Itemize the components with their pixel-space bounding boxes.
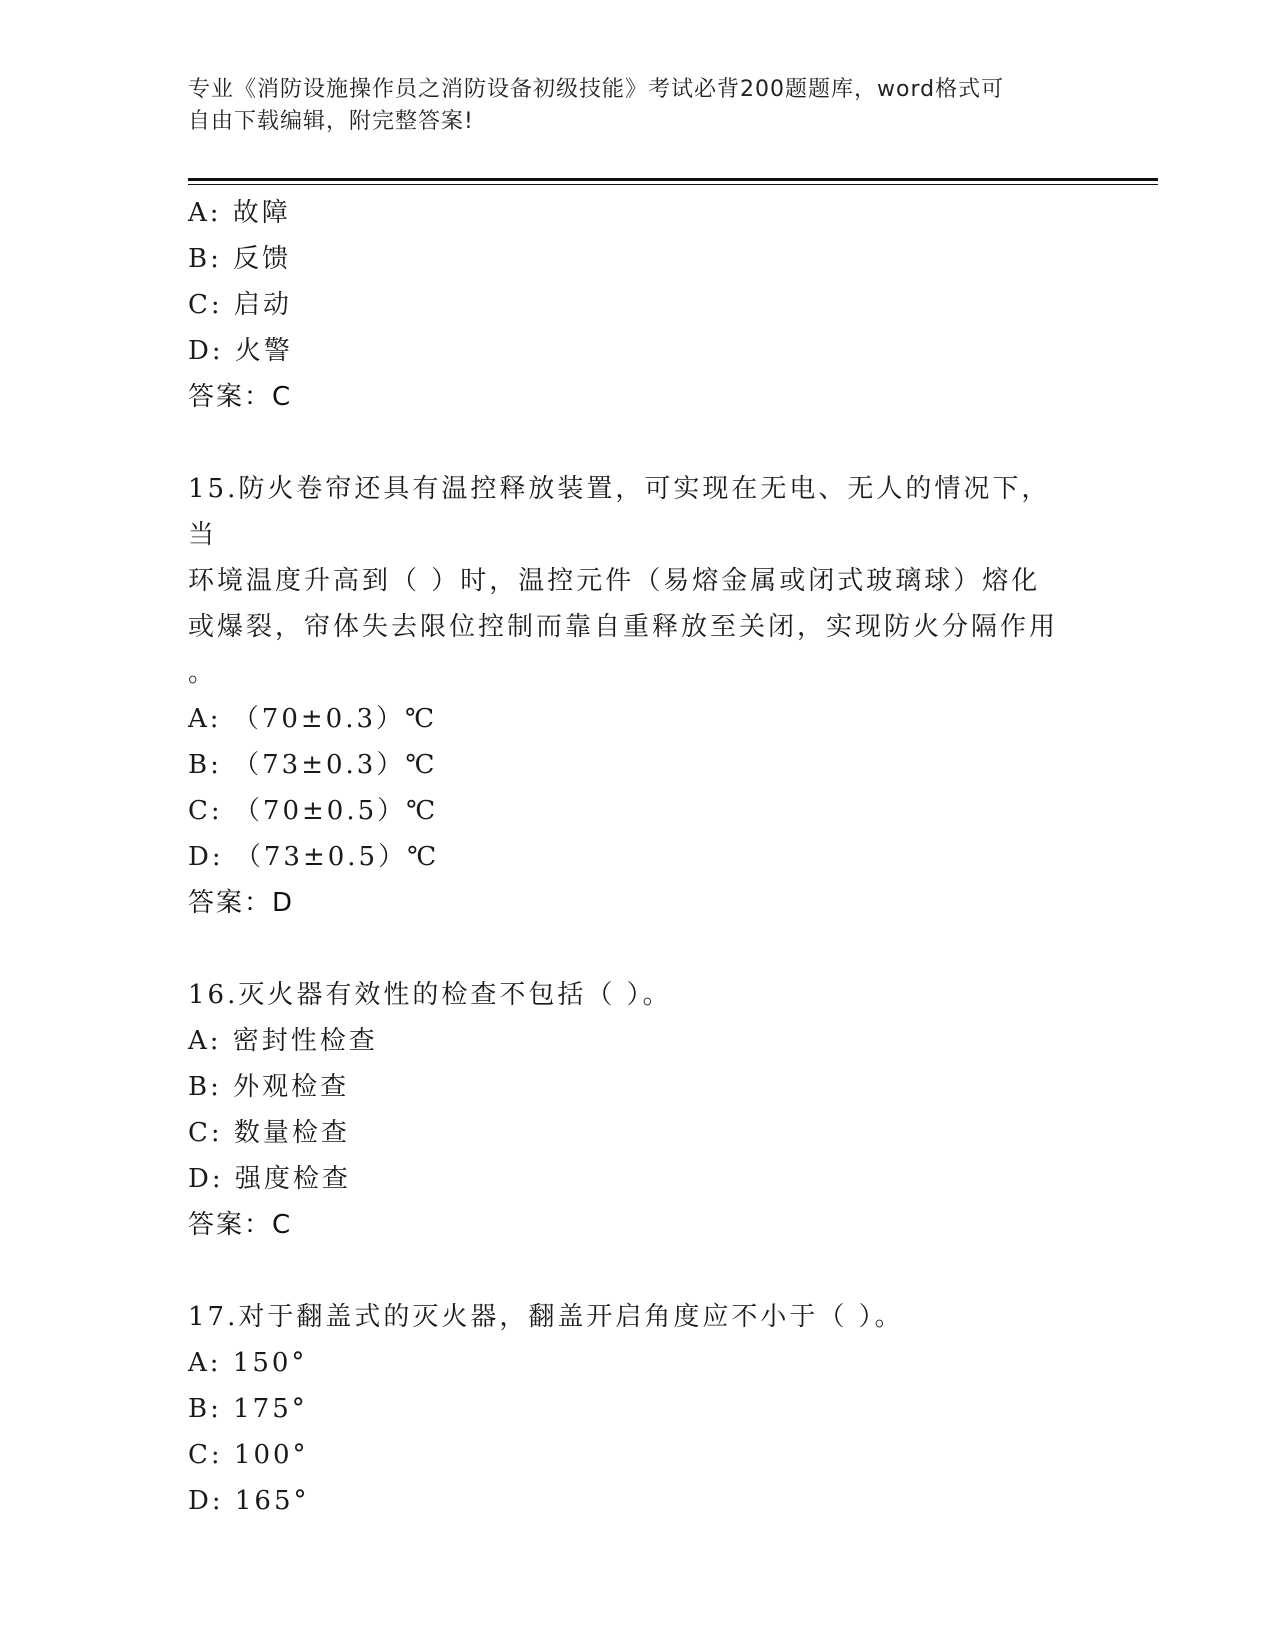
question-list xyxy=(188,190,1088,1524)
answer-line: 答案：C xyxy=(188,382,293,412)
option-d: D: 165° xyxy=(188,1486,310,1516)
option-a: A: 密封性检查 xyxy=(188,1026,378,1056)
option-d: D: 强度检查 xyxy=(188,1164,351,1194)
option-b: B: （73±0.3）℃ xyxy=(188,750,438,780)
question-text-line: 。 xyxy=(188,658,218,688)
header-rule-thick xyxy=(188,178,1158,181)
question-text: 16.灭火器有效性的检查不包括（ ）。 xyxy=(188,980,672,1010)
spacer xyxy=(188,420,1088,466)
option-a: A: 150° xyxy=(188,1348,308,1378)
option-b: B: 外观检查 xyxy=(188,1072,350,1102)
option-c: C: （70±0.5）℃ xyxy=(188,796,439,826)
spacer xyxy=(188,926,1088,972)
question-17 xyxy=(188,1294,1088,1524)
header-line-2: 自由下载编辑，附完整答案! xyxy=(188,109,474,134)
header-line-1: 专业《消防设施操作员之消防设备初级技能》考试必背200题题库，word格式可 xyxy=(188,77,1005,102)
question-text-line: 或爆裂，帘体失去限位控制而靠自重释放至关闭，实现防火分隔作用 xyxy=(188,612,1059,642)
answer-line: 答案：C xyxy=(188,1210,293,1240)
question-text-line: 15.防火卷帘还具有温控释放装置，可实现在无电、无人的情况下，当 xyxy=(188,474,1051,550)
question-15 xyxy=(188,466,1088,926)
question-14 xyxy=(188,190,1088,420)
option-c: C: 数量检查 xyxy=(188,1118,350,1148)
answer-line: 答案：D xyxy=(188,888,295,918)
question-16 xyxy=(188,972,1088,1248)
option-d: D: （73±0.5）℃ xyxy=(188,842,440,872)
document-header xyxy=(188,74,1068,138)
option-b: B: 反馈 xyxy=(188,244,292,274)
option-b: B: 175° xyxy=(188,1394,308,1424)
option-a: A: （70±0.3）℃ xyxy=(188,704,438,734)
spacer xyxy=(188,1248,1088,1294)
header-rule-thin xyxy=(188,184,1158,185)
option-d: D: 火警 xyxy=(188,336,293,366)
option-a: A: 故障 xyxy=(188,198,291,228)
question-text: 17.对于翻盖式的灭火器，翻盖开启角度应不小于（ ）。 xyxy=(188,1302,904,1332)
question-text-line: 环境温度升高到（ ）时，温控元件（易熔金属或闭式玻璃球）熔化 xyxy=(188,566,1041,596)
option-c: C: 100° xyxy=(188,1440,309,1470)
option-c: C: 启动 xyxy=(188,290,292,320)
